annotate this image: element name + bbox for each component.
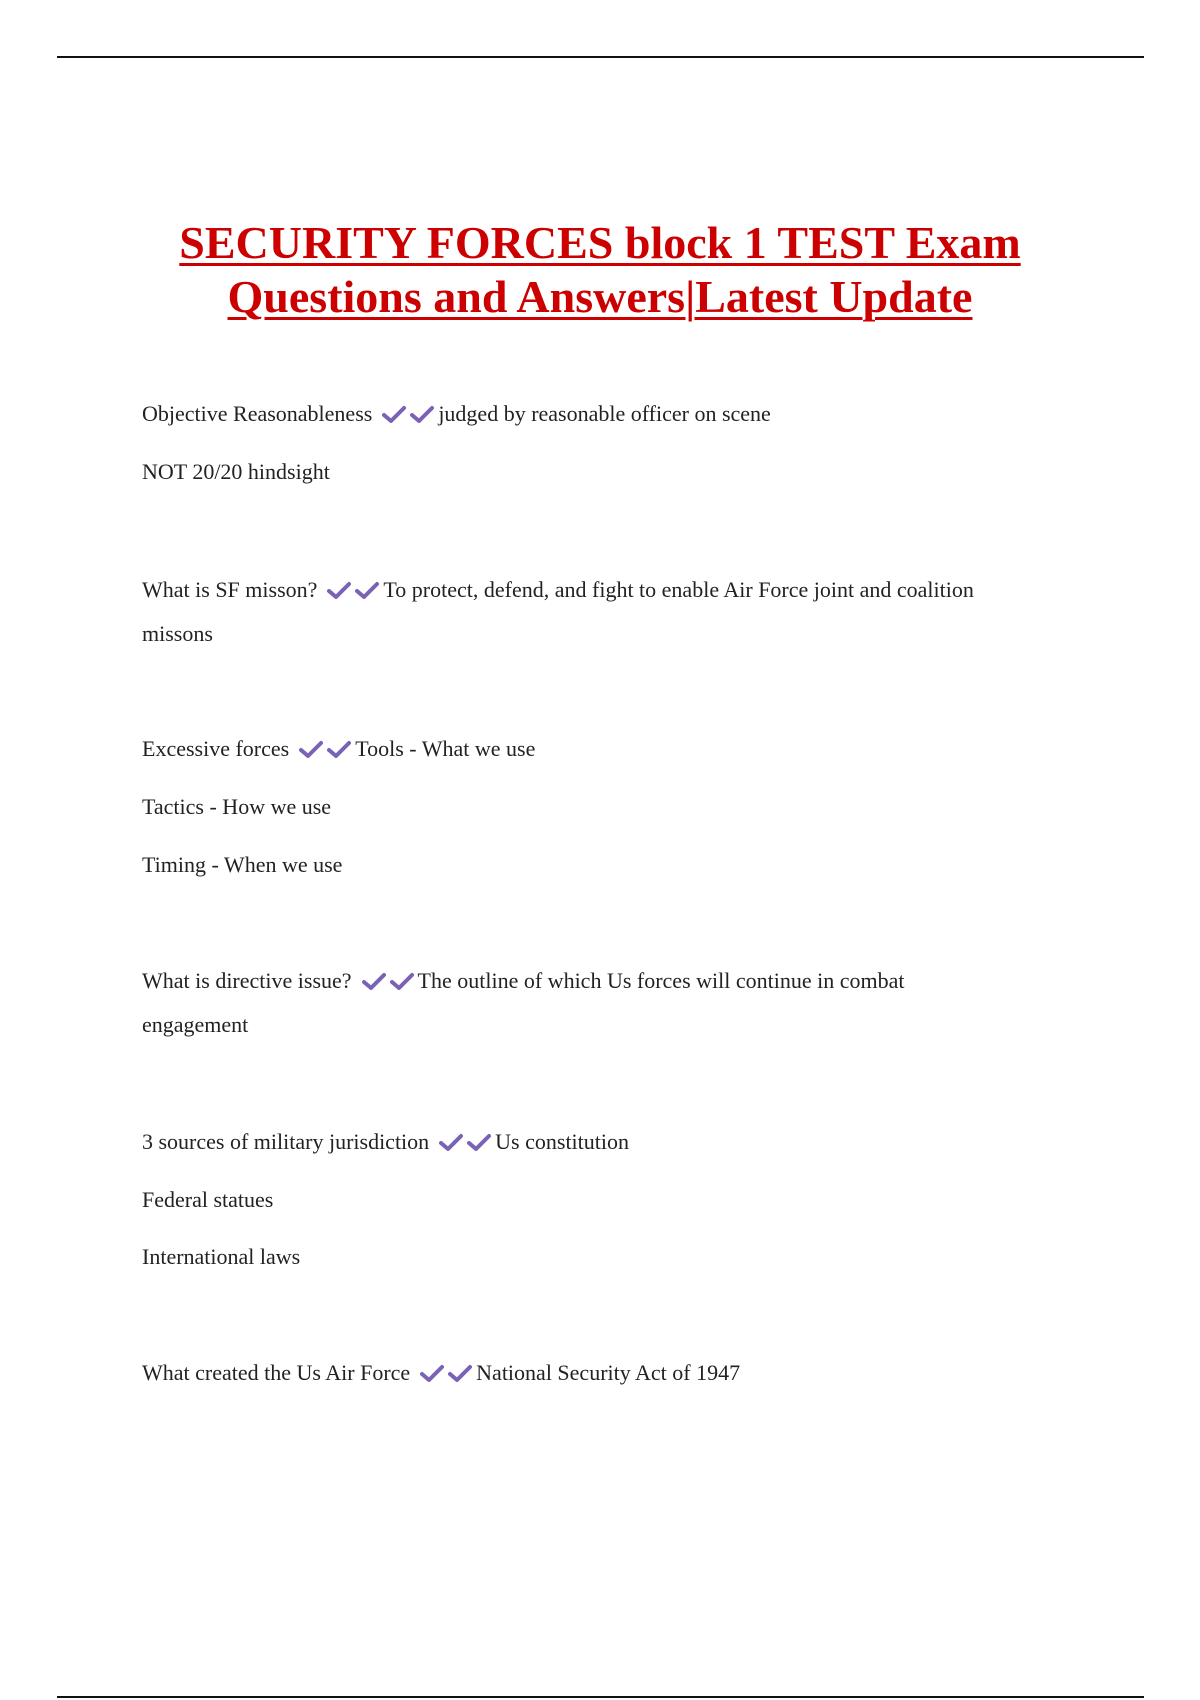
check-icon	[299, 739, 323, 759]
answer-text: National Security Act of 1947	[476, 1360, 741, 1385]
title-line-1: SECURITY FORCES block 1 TEST Exam	[179, 217, 1021, 268]
title-line-2: Questions and Answers|Latest Update	[227, 271, 973, 322]
answer-continuation: International laws	[142, 1244, 301, 1269]
check-icon	[390, 971, 414, 991]
answer-text: judged by reasonable officer on scene	[438, 401, 771, 426]
check-icon	[355, 580, 379, 600]
document-title	[100, 216, 1100, 324]
qa-item-4	[142, 967, 904, 995]
bottom-rule	[57, 1696, 1144, 1698]
check-icon	[362, 971, 386, 991]
answer-continuation: missons	[142, 621, 213, 646]
qa-item-1	[142, 400, 771, 428]
question-text: 3 sources of military jurisdiction	[142, 1129, 430, 1154]
answer-continuation: Timing - When we use	[142, 852, 343, 877]
answer-continuation: Federal statues	[142, 1187, 274, 1212]
answer-continuation: NOT 20/20 hindsight	[142, 459, 330, 484]
qa-item-5	[142, 1128, 629, 1156]
question-text: Objective Reasonableness	[142, 401, 373, 426]
question-text: What is SF misson?	[142, 577, 318, 602]
check-icon	[448, 1363, 472, 1383]
check-icon	[327, 580, 351, 600]
check-icon	[467, 1132, 491, 1152]
answer-text: Us constitution	[495, 1129, 630, 1154]
qa-item-6	[142, 1359, 740, 1387]
answer-text: Tools - What we use	[355, 736, 536, 761]
answer-text: The outline of which Us forces will continue in combat	[417, 968, 905, 993]
qa-item-3	[142, 735, 535, 763]
check-icon	[382, 404, 406, 424]
answer-continuation: engagement	[142, 1012, 249, 1037]
answer-text: To protect, defend, and fight to enable Air Force joint and coalition	[383, 577, 974, 602]
answer-continuation: Tactics - How we use	[142, 794, 332, 819]
check-icon	[420, 1363, 444, 1383]
question-text: Excessive forces	[142, 736, 290, 761]
top-rule	[57, 56, 1144, 58]
qa-item-2	[142, 576, 974, 604]
check-icon	[327, 739, 351, 759]
check-icon	[439, 1132, 463, 1152]
check-icon	[410, 404, 434, 424]
question-text: What is directive issue?	[142, 968, 352, 993]
question-text: What created the Us Air Force	[142, 1360, 411, 1385]
